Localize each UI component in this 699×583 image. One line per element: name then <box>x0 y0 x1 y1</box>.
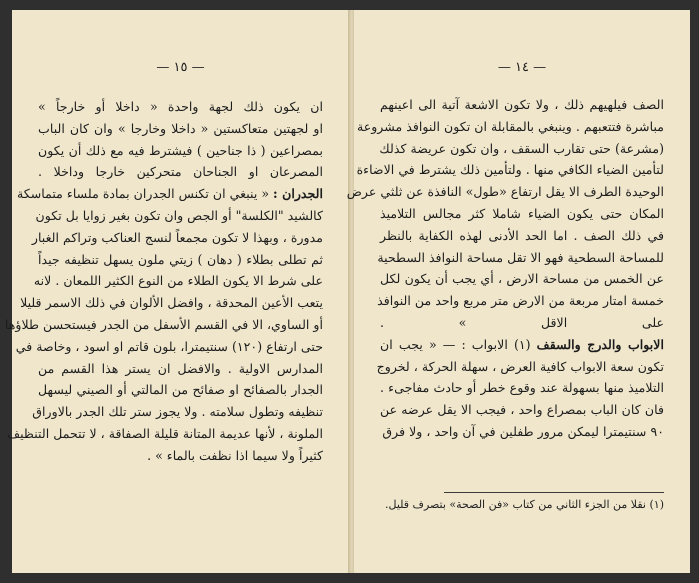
line-text: المدارس الاولية . والافضل ان يستر هذا القسم من <box>38 360 323 376</box>
text-line <box>38 445 323 467</box>
line-text: المصرعان او الجناحان متحركين خارجا وداخلا . <box>38 164 323 180</box>
line-text: تنظيفه وتطول سلامته . ولا يجوز ستر تلك الجدر بالاوراق <box>32 404 323 420</box>
text-line <box>38 249 323 271</box>
line-text: لتأمين الضياء الكافي منها . ولتأمين ذلك يشترط في الاضاءة <box>356 162 664 178</box>
line-text: كثيراً ولا سيما اذا نظفت بالماء » . <box>147 447 323 463</box>
line-text: (١) الابواب : — « يجب ان <box>380 336 537 352</box>
line-text: بمصراعين ( ذا جناحين ) فيشترط فيه مع ذلك أن يكون <box>38 142 323 158</box>
line-text: « ينبغي ان تكنس الجدران بمادة ملساء متماسكة <box>17 186 274 202</box>
line-text: خمسة امتار مربعة من الارض متر مربع واحد من النوافذ <box>377 293 664 309</box>
text-line <box>38 161 323 183</box>
line-text: كالشيد "الكلسة" أو الجص وان تكون بغير زوايا بل تكون <box>35 207 323 223</box>
text-line <box>380 312 664 334</box>
page-body <box>346 94 664 443</box>
line-text: أو الساوي، الا في القسم الأسفل من الجدر فيستحسن طلاؤها <box>4 316 323 332</box>
text-line <box>38 140 323 162</box>
text-line <box>32 401 323 423</box>
page-body <box>4 96 323 467</box>
text-line <box>380 268 664 290</box>
text-line <box>356 116 664 138</box>
page-number: — ١٥ — <box>156 60 205 75</box>
line-text: على شرط الا يكون الطلاء من النوع الكثير اللمعان . لانه <box>33 273 323 289</box>
line-text: تكون سعة الابواب كافية العرض ، سهلة الحركة ، لخروج <box>376 358 664 374</box>
text-line <box>380 399 664 421</box>
text-line <box>380 138 664 160</box>
section-heading: الجدران : <box>273 186 323 202</box>
footnote: (١) نقلا من الجزء الثاني من كتاب «فن الصحة» بتصرف قليل. <box>385 498 664 511</box>
line-text: او لجهتين متعاكستين « داخلا وخارجا » وان كان الباب <box>38 120 323 136</box>
text-line <box>356 159 664 181</box>
line-text: للمساحة السطحية فهو الا تقل مساحة النوافذ السطحية <box>377 249 664 265</box>
page-number: — ١٤ — <box>497 60 547 75</box>
right-page <box>346 10 690 573</box>
open-book <box>4 10 690 573</box>
text-line <box>7 423 323 445</box>
text-line <box>376 356 664 378</box>
text-line <box>31 227 323 249</box>
line-text: في ذلك الصف . اما الحد الأدنى لهذه الكفاية بالنظر <box>380 227 664 243</box>
line-text: المكان حتى يكون الضياء شاملا كثر مجالس التلاميذ <box>380 205 664 221</box>
text-line <box>377 290 664 312</box>
line-text: التلاميذ منها بسهولة عند وقوع خطر أو حادث مفاجىء . <box>380 380 664 396</box>
text-line <box>4 314 323 336</box>
text-line <box>346 181 664 203</box>
line-text: الجدار بالصفائح او صفائح من المالتي أو الصيني ليسهل <box>38 382 323 398</box>
text-line <box>38 379 323 401</box>
text-line <box>35 205 323 227</box>
text-line <box>33 270 323 292</box>
line-text: حتى ارتفاع (١٢٠) سنتيمترا، بلون قاتم او اسود ، وخاصة في <box>15 338 323 354</box>
line-text: مدورة ، وبهذا لا تكون مجمعاً لنسج العناكب وتراكم الغبار <box>31 229 323 245</box>
text-line <box>38 118 323 140</box>
text-line <box>17 183 323 205</box>
line-text: (مشرعة) حتى تقارب السقف ، وان تكون عريضة كذلك <box>379 140 664 156</box>
text-line <box>377 247 664 269</box>
text-line <box>38 96 323 118</box>
text-line <box>380 421 664 443</box>
line-text: عن الخمس من مساحة الارض ، أي يجب أن يكون لكل <box>380 271 664 287</box>
text-line <box>20 292 323 314</box>
line-text: يتعب الأعين المحدقة ، وافضل الألوان في ذلك الاسمر قليلا <box>20 295 323 311</box>
line-text: على الاقل » . <box>380 314 664 330</box>
text-line <box>380 225 664 247</box>
line-text: الملونة ، لأنها عديمة المتانة قليلة الصفاقة ، لا تتحمل التنظيف <box>7 425 323 441</box>
text-line <box>380 203 664 225</box>
line-text: الصف فيلهيهم ذلك ، ولا تكون الاشعة آتية الى اعينهم <box>380 97 664 112</box>
text-line <box>38 358 323 380</box>
line-text: ٩٠ سنتيمترا ليمكن مرور طفلين في آن واحد ، ولا فرق <box>382 423 664 439</box>
section-heading: الابواب والدرج والسقف <box>536 336 664 352</box>
text-line <box>380 377 664 399</box>
text-line <box>15 336 323 358</box>
footnote-rule <box>444 492 664 493</box>
line-text: ان يكون ذلك لجهة واحدة « داخلا أو خارجاً » <box>38 99 323 114</box>
left-page <box>4 10 350 573</box>
text-line <box>380 94 664 116</box>
line-text: ثم تطلى بطلاء ( دهان ) زيتي ملون يسهل تنظيفه جيداً <box>38 251 323 267</box>
line-text: الوحيدة الطرف الا يقل ارتفاع «طول» النافذة عن ثلثي عرض <box>346 184 664 200</box>
text-line <box>380 334 664 356</box>
line-text: مباشرة فتتعبهم . وينبغي بالمقابلة ان تكون النوافذ مشروعة <box>356 118 664 134</box>
line-text: فان كان الباب بمصراع واحد ، فيجب الا يقل عرضه عن <box>380 402 664 418</box>
